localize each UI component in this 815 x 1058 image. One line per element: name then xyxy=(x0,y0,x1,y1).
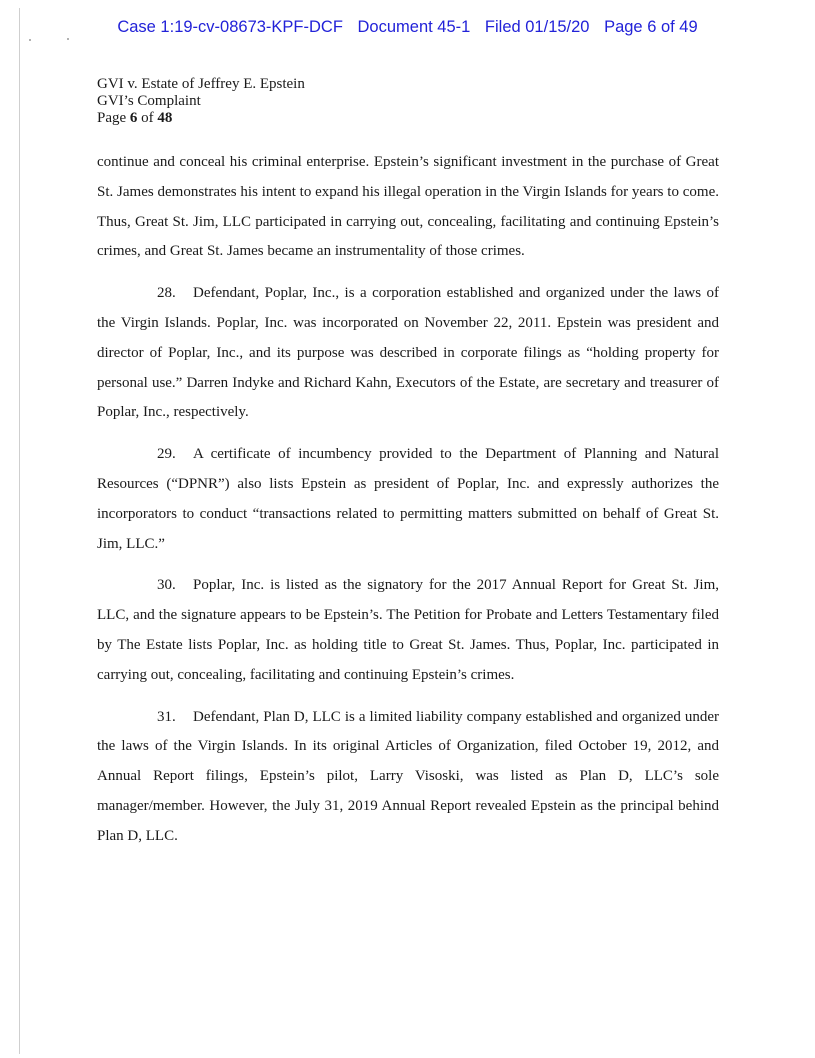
paragraph-31 xyxy=(97,703,719,852)
paragraph-30 xyxy=(97,571,719,690)
caption-page-prefix: Page xyxy=(97,110,130,126)
document-number: Document 45-1 xyxy=(357,18,471,36)
paragraph-continued xyxy=(97,148,719,267)
caption-page-current: 6 xyxy=(129,110,138,126)
filed-date: Filed 01/15/20 xyxy=(484,18,590,36)
complaint-body xyxy=(97,148,719,852)
caption-page-line xyxy=(97,110,305,127)
caption-page-of: of xyxy=(137,110,158,126)
ecf-page-number: Page 6 of 49 xyxy=(604,18,698,36)
paragraph-28 xyxy=(97,279,719,428)
paragraph-text: Poplar, Inc. is listed as the signatory for the 2017 Annual Report for Great St. Jim, LLC, and the signature appears to be Epstein’s. The Petition for Probate and Letters Testamentary filed by The Estate lists Poplar, Inc. as holding title to Great St. James. Thus, Poplar, Inc. participated in carrying out, concealing, facilitating and continuing Epstein’s crimes. xyxy=(97,577,719,683)
paragraph-number: 31. xyxy=(157,708,176,725)
scan-edge-line xyxy=(19,8,20,1054)
paragraph-text: continue and conceal his criminal enterprise. Epstein’s significant investment in the purchase of Great St. James demonstrates his intent to expand his illegal operation in the Virgin Islands for years to come. Thus, Great St. Jim, LLC participated in carrying out, concealing, facilitating and continuing Epstein’s crimes, and Great St. James became an instrumentality of those crimes. xyxy=(97,154,719,260)
caption-document-title: GVI’s Complaint xyxy=(97,93,201,109)
case-number: Case 1:19-cv-08673-KPF-DCF xyxy=(117,18,343,36)
paragraph-text: A certificate of incumbency provided to the Department of Planning and Natural Resources (“DPNR”) also lists Epstein as president of Poplar, Inc. and expressly authorizes the incorporators to conduct “transactions related to permitting matters submitted on behalf of Great St. Jim, LLC.” xyxy=(97,446,719,552)
scan-speck xyxy=(29,39,31,41)
caption-case-title: GVI v. Estate of Jeffrey E. Epstein xyxy=(97,76,305,92)
ecf-case-header xyxy=(0,18,815,37)
paragraph-number: 29. xyxy=(157,446,176,463)
paragraph-number: 28. xyxy=(157,285,176,302)
scan-speck xyxy=(67,38,69,40)
paragraph-text: Defendant, Plan D, LLC is a limited liability company established and organized under the laws of the Virgin Islands. In its original Articles of Organization, filed October 19, 2012, and Annual Report filings, Epstein’s pilot, Larry Visoski, was listed as Plan D, LLC’s sole manager/member. However, the July 31, 2019 Annual Report revealed Epstein as the principal behind Plan D, LLC. xyxy=(97,708,719,844)
paragraph-text: Defendant, Poplar, Inc., is a corporation established and organized under the laws of the Virgin Islands. Poplar, Inc. was incorporated on November 22, 2011. Epstein was president and director of Poplar, Inc., and its purpose was described in corporate filings as “holding property for personal use.” Darren Indyke and Richard Kahn, Executors of the Estate, are secretary and treasurer of Poplar, Inc., respectively. xyxy=(97,285,719,421)
paragraph-29 xyxy=(97,440,719,559)
paragraph-number: 30. xyxy=(157,577,176,594)
document-caption xyxy=(97,76,305,127)
caption-page-total: 48 xyxy=(157,110,173,126)
